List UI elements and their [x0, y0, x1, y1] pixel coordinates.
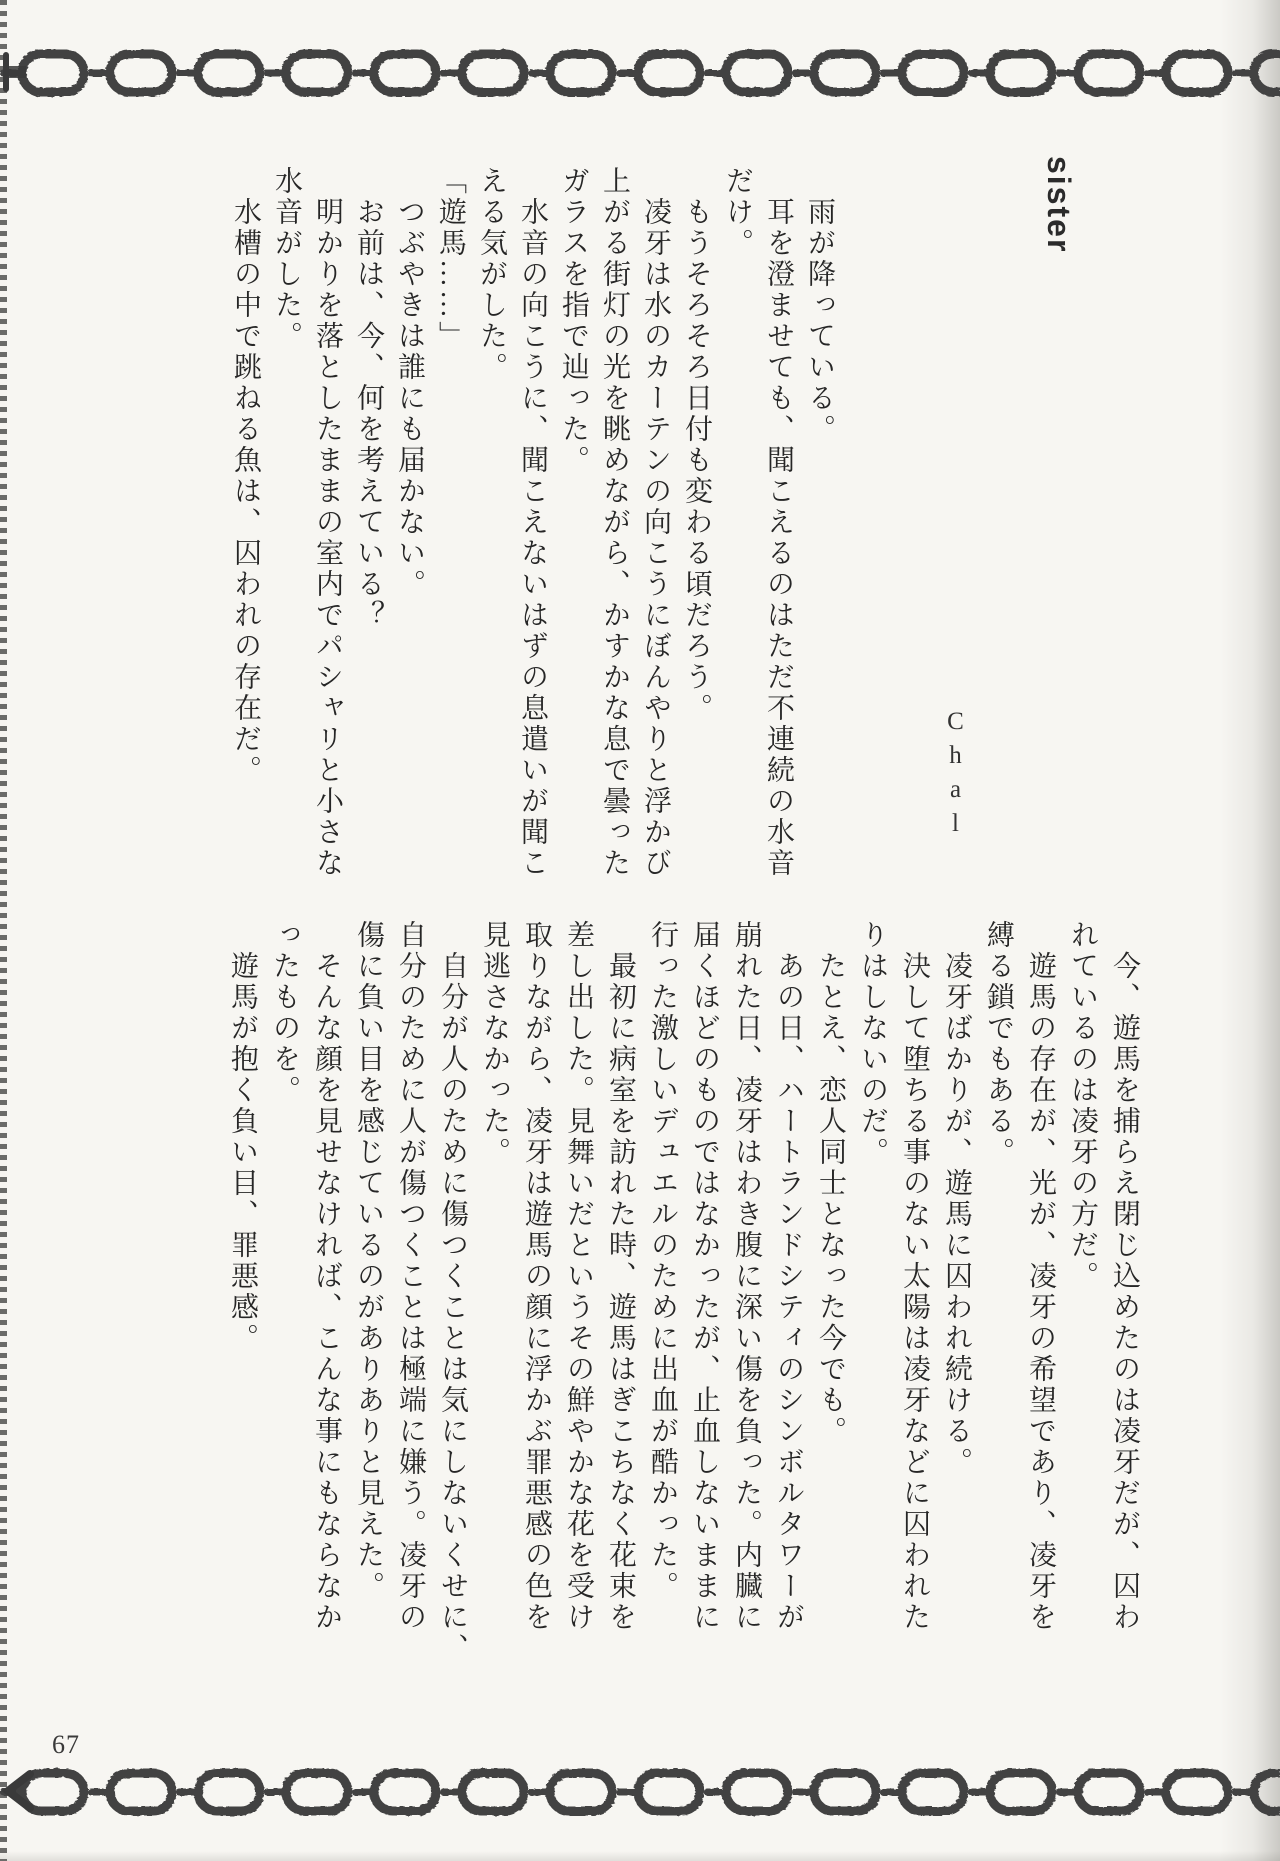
scan-shadow-right	[1220, 0, 1280, 1861]
text-block-top	[225, 166, 840, 890]
text-line: 明かりを落としたままの室内でパシャリと小さな	[312, 166, 343, 879]
binding-edge	[0, 0, 7, 1861]
text-line: だけ。	[722, 166, 753, 259]
chain-border-top-icon	[0, 43, 1280, 103]
page-number: 67	[52, 1730, 80, 1759]
text-line: 崩れた日、凌牙はわき腹に深い傷を負った。内臓に	[731, 920, 762, 1633]
text-line: 「遊馬……」	[435, 166, 466, 352]
text-line: ったものを。	[269, 920, 300, 1106]
text-line: 凌牙は水のカーテンの向こうにぼんやりと浮かび	[640, 166, 671, 879]
text-line: 自分のために人が傷つくことは極端に嫌う。凌牙の	[395, 920, 426, 1633]
text-line: 今、遊馬を捕らえ閉じ込めたのは凌牙だが、囚わ	[1109, 920, 1140, 1633]
text-line: お前は、今、何を考えている？	[353, 166, 384, 631]
text-line: れているのは凌牙の方だ。	[1067, 920, 1098, 1292]
text-line: 水音の向こうに、聞こえないはずの息遣いが聞こ	[517, 166, 548, 879]
text-line: 傷に負い目を感じているのがありありと見えた。	[353, 920, 384, 1602]
text-block-bottom	[221, 920, 1145, 1664]
text-line: あの日、ハートランドシティのシンボルタワーが	[773, 920, 804, 1633]
text-line: 雨が降っている。	[804, 166, 835, 445]
chain-end-arrow-bottom-icon	[0, 1768, 46, 1814]
chain-border-bottom-icon	[0, 1762, 1280, 1822]
text-line: 凌牙ばかりが、遊馬に囚われ続ける。	[941, 920, 972, 1478]
chain-end-arrow-top-icon	[0, 50, 30, 96]
text-line: 遊馬が抱く負い目、罪悪感。	[227, 920, 258, 1354]
text-line: 耳を澄ませても、聞こえるのはただ不連続の水音	[763, 166, 794, 879]
text-line: ガラスを指で辿った。	[558, 166, 589, 476]
text-line: 遊馬の存在が、光が、凌牙の希望であり、凌牙を	[1025, 920, 1056, 1633]
text-line: 決して堕ちる事のない太陽は凌牙などに囚われた	[899, 920, 930, 1633]
author-credit: Chal	[942, 708, 969, 844]
text-line: 最初に病室を訪れた時、遊馬はぎこちなく花束を	[605, 920, 636, 1633]
text-line: 見逃さなかった。	[479, 920, 510, 1168]
text-line: もうそろそろ日付も変わる頃だろう。	[681, 166, 712, 724]
text-line: 行った激しいデュエルのために出血が酷かった。	[647, 920, 678, 1602]
text-line: 上がる街灯の光を眺めながら、かすかな息で曇った	[599, 166, 630, 879]
text-line: たとえ、恋人同士となった今でも。	[815, 920, 846, 1447]
text-line: りはしないのだ。	[857, 920, 888, 1168]
text-line: 縛る鎖でもある。	[983, 920, 1014, 1168]
text-line: 取りながら、凌牙は遊馬の顔に浮かぶ罪悪感の色を	[521, 920, 552, 1633]
scan-shadow-bottom	[0, 1851, 1280, 1861]
page-title: sister	[1041, 156, 1077, 254]
text-line: 水音がした。	[271, 166, 302, 352]
text-line: つぶやきは誰にも届かない。	[394, 166, 425, 600]
text-line: 自分が人のために傷つくことは気にしないくせに、	[437, 920, 468, 1664]
text-line: そんな顔を見せなければ、こんな事にもならなか	[311, 920, 342, 1633]
text-line: 届くほどのものではなかったが、止血しないままに	[689, 920, 720, 1633]
text-line: える気がした。	[476, 166, 507, 383]
text-line: 水槽の中で跳ねる魚は、囚われの存在だ。	[230, 166, 261, 786]
text-line: 差し出した。見舞いだというその鮮やかな花を受け	[563, 920, 594, 1633]
